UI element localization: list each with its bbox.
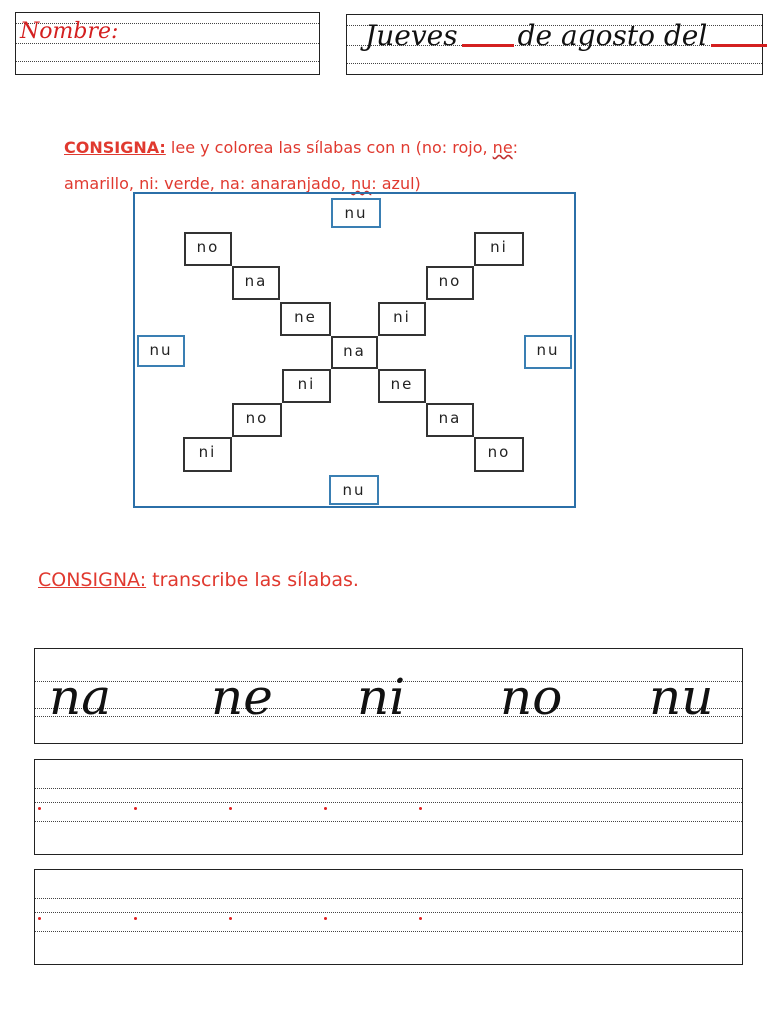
syllable-cell[interactable]: na	[232, 266, 280, 300]
instruction-text: : azul)	[371, 174, 421, 193]
model-syllable: ne	[211, 668, 273, 726]
weekday-text: Jueves	[365, 19, 458, 52]
date-box[interactable]	[346, 14, 763, 75]
start-dot	[229, 917, 232, 920]
guide-line	[16, 61, 319, 62]
name-box[interactable]	[15, 12, 320, 75]
practice-writing-row[interactable]	[34, 869, 743, 965]
practice-writing-row[interactable]	[34, 759, 743, 855]
instruction-2	[38, 569, 359, 591]
syllable-cell[interactable]: no	[232, 403, 282, 437]
guide-line	[35, 912, 742, 913]
model-syllable: na	[49, 668, 112, 726]
syllable-cell-left[interactable]: nu	[137, 335, 185, 367]
start-dot	[229, 807, 232, 810]
syllable-cell-bottom[interactable]: nu	[329, 475, 379, 505]
syllable-cell[interactable]: no	[474, 437, 524, 472]
syllable-cell[interactable]: ni	[378, 302, 426, 336]
syllable-cell[interactable]: ni	[183, 437, 232, 472]
syllable-cell[interactable]: ne	[280, 302, 331, 336]
guide-line	[35, 802, 742, 803]
start-dot	[419, 917, 422, 920]
start-dot	[324, 917, 327, 920]
syllable-cell-top[interactable]: nu	[331, 198, 381, 228]
start-dot	[134, 917, 137, 920]
instruction-text: transcribe las sílabas.	[152, 569, 359, 591]
day-blank[interactable]	[462, 44, 514, 47]
instruction-text: amarillo, ni: verde, na: anaranjado,	[64, 174, 346, 193]
start-dot	[419, 807, 422, 810]
start-dot	[134, 807, 137, 810]
model-syllable: no	[500, 668, 563, 726]
start-dot	[38, 807, 41, 810]
date-line	[365, 19, 768, 52]
syllable-cell-center[interactable]: na	[331, 336, 378, 369]
guide-line	[35, 821, 742, 822]
instruction-label: CONSIGNA:	[64, 138, 166, 157]
syllable-cell-right[interactable]: nu	[524, 335, 572, 369]
guide-line	[35, 788, 742, 789]
model-writing-row	[34, 648, 743, 744]
model-syllable: ni	[357, 668, 406, 726]
instruction-ne: ne	[492, 138, 513, 157]
instruction-label: CONSIGNA:	[38, 569, 147, 591]
start-dot	[324, 807, 327, 810]
syllable-cell[interactable]: na	[426, 403, 474, 437]
year-blank[interactable]	[711, 44, 767, 47]
model-syllable: nu	[649, 668, 714, 726]
start-dot	[38, 917, 41, 920]
instruction-text: lee y colorea las sílabas con n (no: rojo,	[170, 138, 488, 157]
guide-line	[35, 931, 742, 932]
syllable-cell[interactable]: ne	[378, 369, 426, 403]
syllable-cell[interactable]: no	[184, 232, 232, 266]
syllable-cell[interactable]: no	[426, 266, 474, 300]
syllable-cell[interactable]: ni	[474, 232, 524, 266]
name-label: Nombre:	[20, 19, 119, 44]
month-text: de agosto del	[517, 19, 708, 52]
instruction-text: :	[512, 138, 519, 157]
syllable-cell[interactable]: ni	[282, 369, 331, 403]
instruction-nu: nu	[350, 174, 372, 193]
guide-line	[35, 898, 742, 899]
guide-line	[347, 63, 762, 64]
